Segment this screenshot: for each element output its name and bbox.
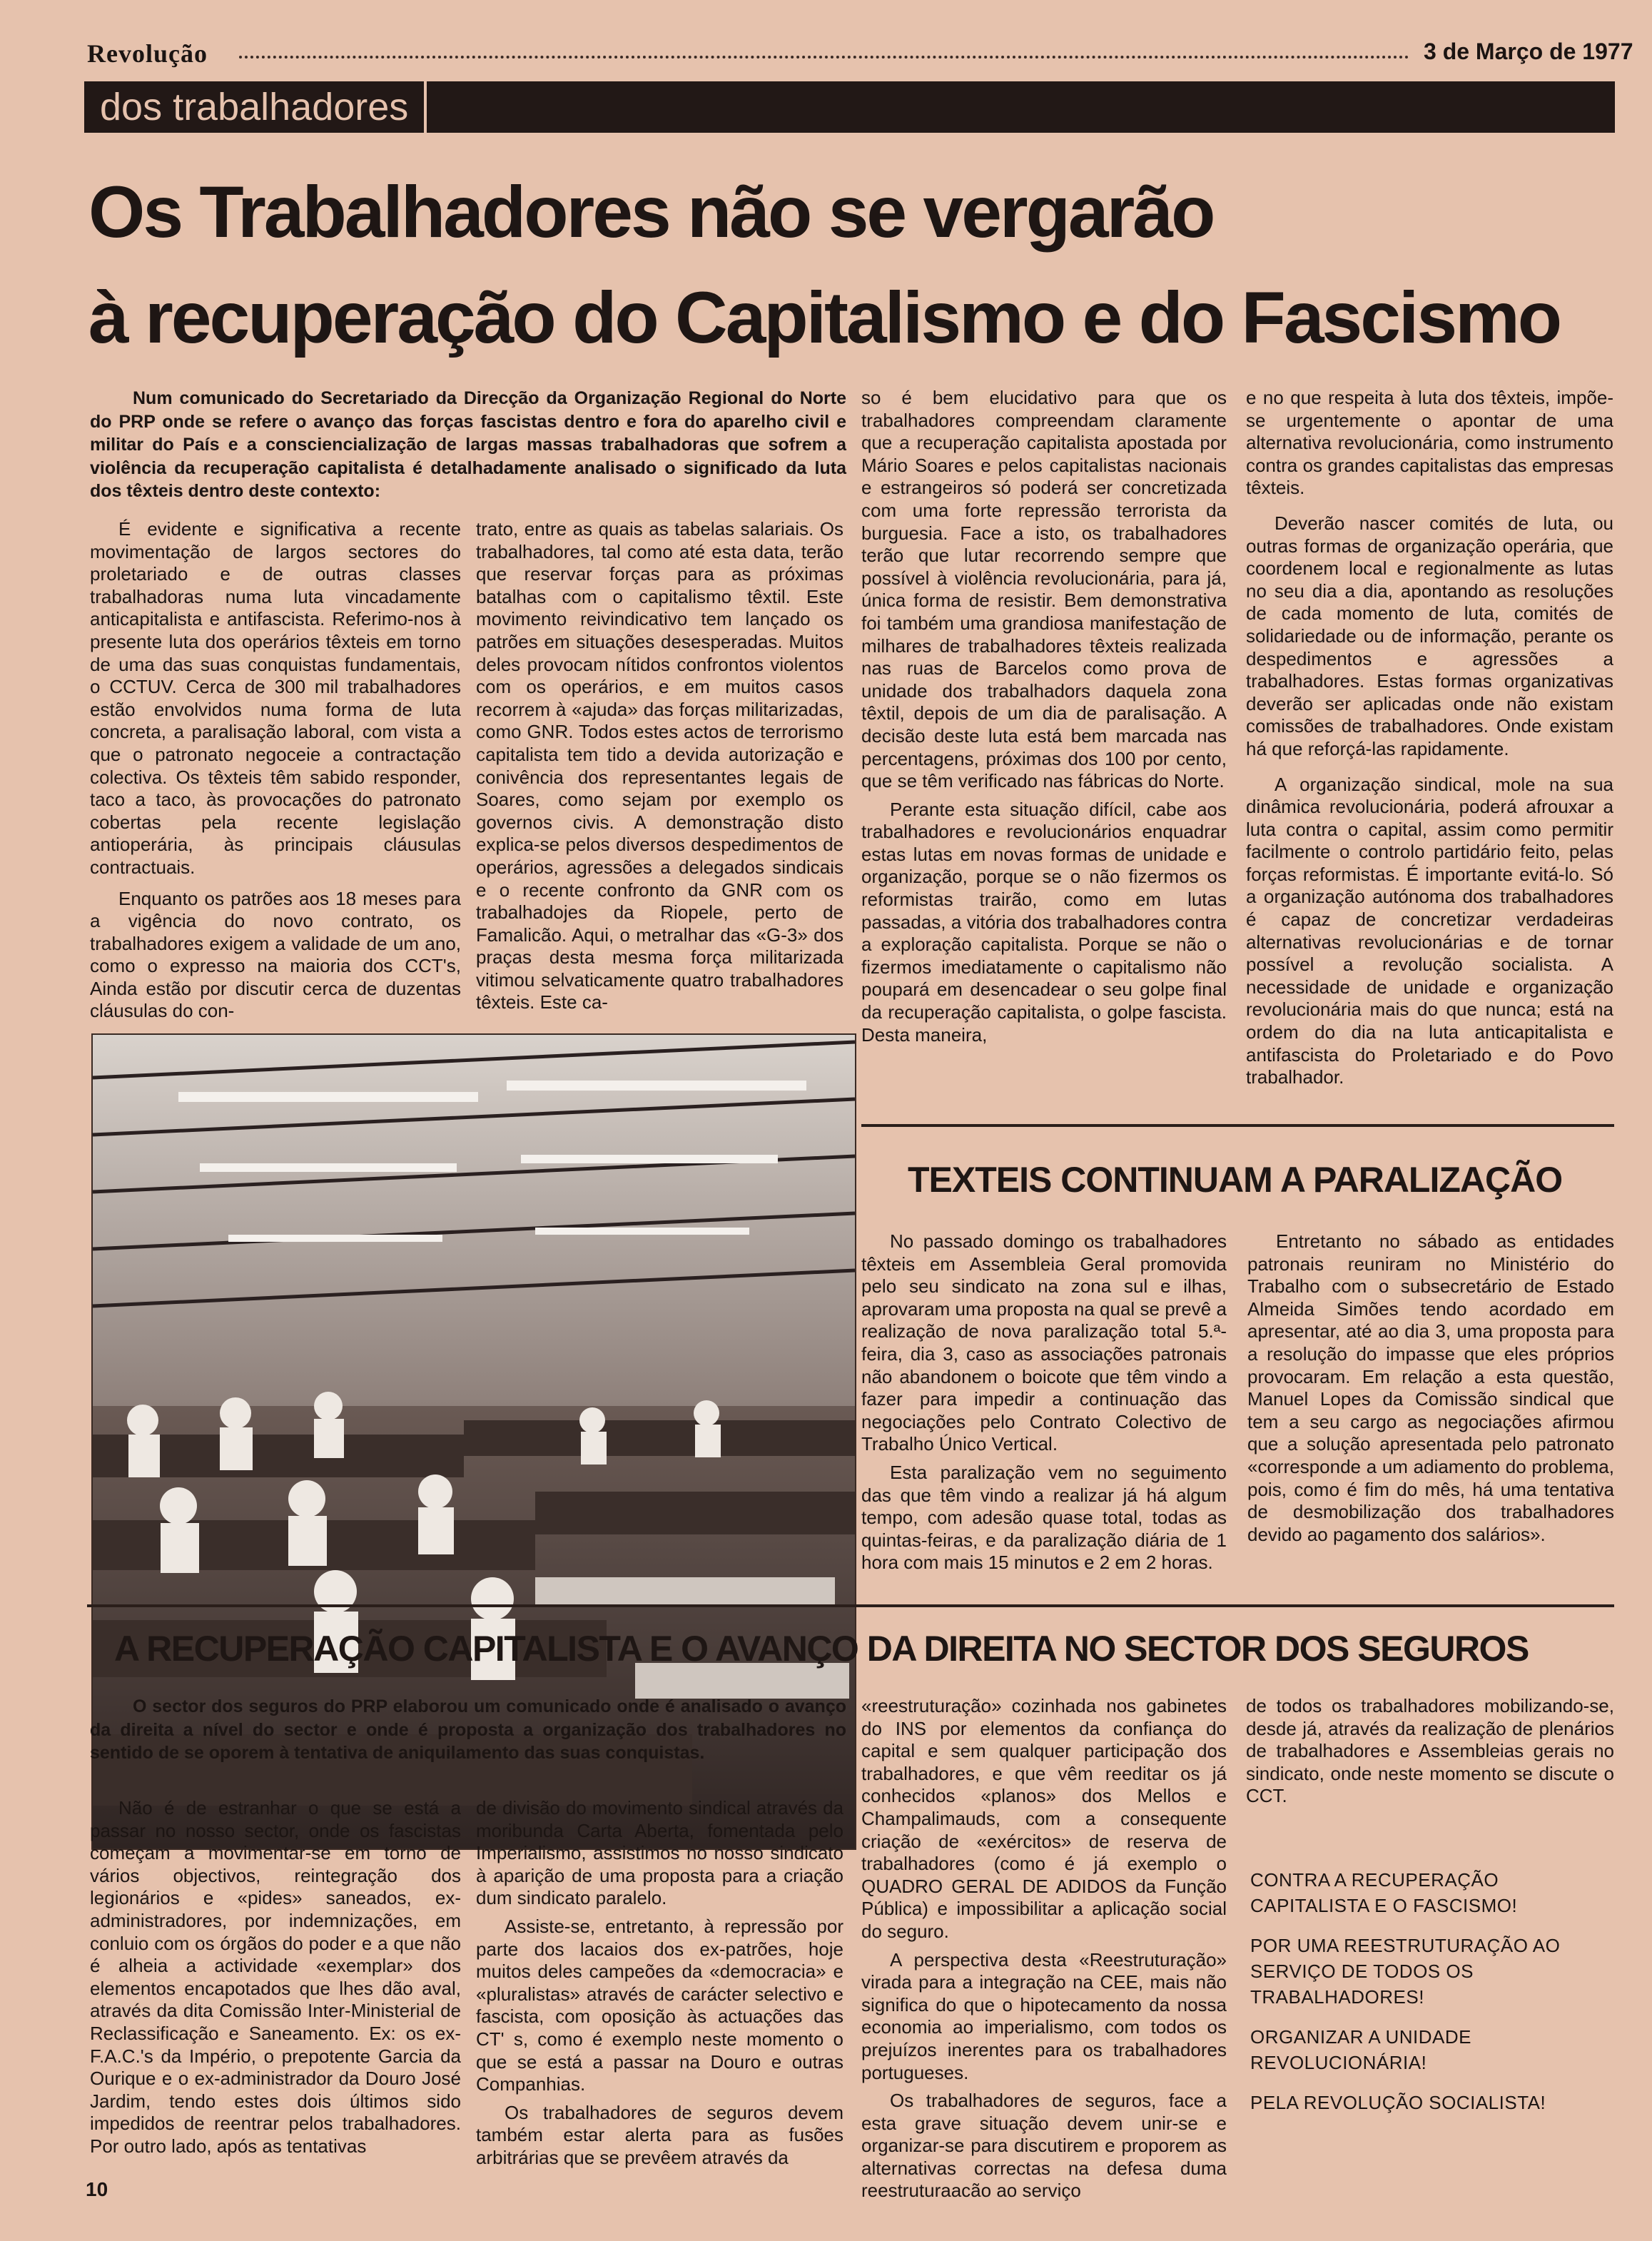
- section-title: dos trabalhadores: [84, 81, 427, 133]
- article1-col1-paragraph: É evidente e significativa a recente movimentação de largos sectores do proletariado e de outras classes trabalhadoras numa luta vincadamente anticapitalista e antifascista. Referimo-nos à presente luta dos operários têxteis em torno de uma das suas conquistas fundamentais, o CCTUV. Cerca de 300 mil trabalhadores estão envolvidos numa forma de luta concreta, a paralisação laboral, com vista a que o patronato negoceie a contractação colectiva. Os têxteis têm sabido responder, taco a taco, às provocações do patronato cobertas pela recente legislação antioperária, às principais cláusulas contractuais.: [90, 518, 461, 878]
- issue-date: 3 de Março de 1977: [1424, 39, 1633, 64]
- article2-col1-paragraph: Esta paralização vem no seguimento das que têm vindo a realizar já há algum tempo, com adesão quase total, todas as quintas-feiras, e da paralização diária de 1 hora com mais 15 minutos e 2 em 2 horas.: [861, 1461, 1227, 1574]
- article1-column-1: [90, 518, 461, 1028]
- article3-column-2: [476, 1797, 843, 2175]
- article3-col2-paragraph: de divisão do movimento sindical através da moribunda Carta Aberta, fomentada pelo Imperialismo, assistimos no nosso sindicato à aparição de uma proposta para a criação dum sindicato paralelo.: [476, 1797, 843, 1909]
- article2-column-1: [861, 1230, 1227, 1580]
- page-number: 10: [86, 2178, 108, 2200]
- article3-col4-paragraph: de todos os trabalhadores mobilizando-se, desde já, através da realização de plenários de trabalhadores e Assembleias gerais no sindicato, onde neste momento se discute o CCT.: [1246, 1695, 1614, 1807]
- slogan: ORGANIZAR A UNIDADE REVOLUCIONÁRIA!: [1250, 2026, 1471, 2073]
- article3-col1-paragraph: Não é de estranhar o que se está a passar no nosso sector, onde os fascistas começam a movimentar-se em torno de vários objectivos, reintegração dos legionários e «pides» saneados, ex-administradores, por indemnizações, em conluio com os órgãos do poder e a que não é alheia a actividade «exemplar» dos elementos encapotados que lhes dão aval, através da dita Comissão Inter-Ministerial de Reclassificação e Saneamento. Ex: os ex-F.A.C.'s da Império, o prepotente Garcia da Ourique e o ex-administrador da Douro José Jardim, tendo estes dois últimos sido impedidos de reentrar pelos trabalhadores. Por outro lado, após as tentativas: [90, 1797, 461, 2157]
- article1-col4-paragraph: e no que respeita à luta dos têxteis, impõe-se urgentemente o apontar de uma alternativa revolucionária, como instrumento contra os grandes capitalistas das empresas têxteis.: [1246, 387, 1613, 499]
- article3-col2-paragraph: Os trabalhadores de seguros devem também estar alerta para as fusões arbitrárias que se prevêem através da: [476, 2101, 843, 2168]
- slogan: PELA REVOLUÇÃO SOCIALISTA!: [1250, 2092, 1546, 2113]
- article3-column-4: [1246, 1695, 1614, 1813]
- article3-column-3: [861, 1695, 1227, 2208]
- article1-col3-paragraph: so é bem elucidativo para que os trabalhadores compreendam claramente que a recuperação capitalista apostada por Mário Soares e pelos capitalistas nacionais e estrangeiros só poderá ser concretizada com uma forte repressão terrorista da burguesia. Face a isto, os trabalhadores terão que lutar recorrendo sempre que possível à violência revolucionária, para já, única forma de resistir. Bem demonstrativa foi também uma grandiosa manifestação de milhares de trabalhadores têxteis realizada nas ruas de Barcelos como prova de unidade dos trabalhadors daquela zona têxtil, depois de um dia de paralisação. A decisão deste luta está bem marcada nas percentagens, próximas dos 100 por cento, que se têm verificado nas fábricas do Norte.: [861, 387, 1227, 792]
- article3-col3-paragraph: «reestruturação» cozinhada nos gabinetes do INS por elementos da confiança do capital e sem qualquer participação dos trabalhadores, e que vêm reeditar os já conhecidos «planos» dos Mellos e Champalimauds, com a consequente criação de «exércitos» de reserva de trabalhadores (como é já exemplo o QUADRO GERAL DE ADIDOS da Função Pública) e impossibilitar a aplicação social do seguro.: [861, 1695, 1227, 1942]
- article3-column-1: [90, 1797, 461, 2164]
- article1-column-4: [1246, 387, 1613, 1095]
- article1-col2-paragraph: trato, entre as quais as tabelas salariais. Os trabalhadores, tal como até esta data, terão que reservar forças para as próximas batalhas com o capitalismo têxtil. Este movimento reivindicativo tem lançado os patrões em situações desesperadas. Muitos deles provocam nítidos confrontos violentos com os operários, e em muitos casos recorrem à «ajuda» das forças militarizadas, como GNR. Todos estes actos de terrorismo capitalista tem tido a devida autorização e conivência dos representantes legais de Soares, como sejam por exemplo os governos civis. A demonstração disto explica-se pelos diversos despedimentos de operários, agressões a delegados sindicais e o recente confronto da GNR com os trabalhadojes da Riopele, perto de Famalicão. Aqui, o metralhar das «G-3» dos praças desta mesma força militarizada vitimou selvaticamente quatro trabalhadores têxteis. Este ca-: [476, 518, 843, 1013]
- article3-col3-paragraph: A perspectiva desta «Reestruturação» virada para a integração na CEE, mais não significa do que o hipotecamento da nossa economia ao imperialismo, com todos os prejuízos inerentes para os trabalhadores portugueses.: [861, 1948, 1227, 2083]
- article1-lead: Num comunicado do Secretariado da Direcção da Organização Regional do Norte do PRP onde se refere o avanço das forças fascistas dentro e fora do aparelho civil e militar do País e a consciencialização de largas massas trabalhadoras que sofrem a violência da recuperação capitalista é detalhadamente analisado o significado da luta dos têxteis dentro deste contexto:: [90, 388, 846, 501]
- newspaper-name: Revolução: [87, 39, 208, 68]
- article2-column-2: [1247, 1230, 1614, 1552]
- article3-lead: O sector dos seguros do PRP elaborou um comunicado onde é analisado o avanço da direita a nível do sector e onde é proposta a organização dos trabalhadores no sentido de se oporem à tentativa de aniquilamento das suas conquistas.: [90, 1696, 846, 1763]
- slogan: CONTRA A RECUPERAÇÃO CAPITALISTA E O FASCISMO!: [1250, 1869, 1518, 1916]
- article3-top-rule: [87, 1604, 1614, 1607]
- article3-slogans: [1250, 1867, 1611, 2130]
- article1-title-line2: à recuperação do Capitalismo e do Fascismo: [88, 277, 1561, 358]
- article3-title: A RECUPERAÇÃO CAPITALISTA E O AVANÇO DA DIREITA NO SECTOR DOS SEGUROS: [114, 1629, 1529, 1669]
- article1-col1-paragraph: Enquanto os patrões aos 18 meses para a vigência do novo contrato, os trabalhadores exigem a validade de um ano, como o expresso na maioria dos CCT's, Ainda estão por discutir cerca de duzentas cláusulas do con-: [90, 887, 461, 1022]
- article3-col3-paragraph: Os trabalhadores de seguros, face a esta grave situação devem unir-se e organizar-se para discutirem e proporem as alternativas correctas na defesa duma reestruturaacão ao serviço: [861, 2090, 1227, 2202]
- masthead-dotted-line: [239, 56, 1409, 59]
- article2-top-rule: [861, 1124, 1614, 1127]
- article2-title: TEXTEIS CONTINUAM A PARALIZAÇÃO: [908, 1160, 1563, 1200]
- article1-column-3: [861, 387, 1227, 1052]
- article1-col4-paragraph: A organização sindical, mole na sua dinâmica revolucionária, poderá afrouxar a luta contra o capital, assim como permitir facilmente o controlo partidário feito, pelas forças reformistas. É importante evitá-lo. Só a organização autónoma dos trabalhadores é capaz de concretizar verdadeiras alternativas revolucionárias e de tornar possível a revolução socialista. A necessidade de unidade e organização revolucionária mais do que nunca; está na ordem do dia na luta anticapitalista e antifascista do Proletariado e do Povo trabalhador.: [1246, 773, 1613, 1088]
- article1-column-2: [476, 518, 843, 1020]
- article2-col1-paragraph: No passado domingo os trabalhadores têxteis em Assembleia Geral promovida pelo seu sindicato na zona sul e ilhas, aprovaram uma proposta na qual se prevê a realização de nova paralização total 5.ª-feira, dia 3, caso as associações patronais não abandonem o boicote que têm vindo a fazer para impedir a continuação das negociações pelo Contrato Colectivo de Trabalho Único Vertical.: [861, 1230, 1227, 1455]
- article2-col2-paragraph: Entretanto no sábado as entidades patronais reuniram no Ministério do Trabalho com o subsecretário de Estado Almeida Simões tendo acordado em apresentar, até ao dia 3, uma proposta para a resolução do impasse que eles próprios provocaram. Em relação a esta questão, Manuel Lopes da Comissão sindical que tem a seu cargo as negociações afirmou que a solução apresentada pelo patronato «corresponde a um adiamento do problema, pois, como é fim do mês, há uma tentativa de desmobilização dos trabalhadores devido ao pagamento dos salários».: [1247, 1230, 1614, 1545]
- slogan: POR UMA REESTRUTURAÇÃO AO SERVIÇO DE TODOS OS TRABALHADORES!: [1250, 1935, 1561, 2008]
- article1-title-line1: Os Trabalhadores não se vergarão: [88, 171, 1214, 253]
- article3-col2-paragraph: Assiste-se, entretanto, à repressão por parte dos lacaios dos ex-patrões, hoje muitos deles campeões da «democracia» e «pluralistas» através de carácter selectivo e fascista, com oposição às actuações das CT' s, como é exemplo neste momento o que se está a passar na Douro e outras Companhias.: [476, 1915, 843, 2095]
- article1-col3-paragraph: Perante esta situação difícil, cabe aos trabalhadores e revolucionários enquadrar estas lutas em novas formas de unidade e organização, porque se o não fizermos os reformistas trairão, como em lutas passadas, a vitória dos trabalhadores contra a exploração capitalista. Porque se não o fizermos imediatamente o capitalismo não poupará em desencadear o seu golpe final da recuperação capitalista, o golpe fascista. Desta maneira,: [861, 798, 1227, 1046]
- article1-col4-paragraph: Deverão nascer comités de luta, ou outras formas de organização operária, que coordenem local e regionalmente as lutas no seu dia a dia, apontando as resoluções de cada momento de luta, comités de solidariedade ou de informação, perante os despedimentos e agressões a trabalhadores. Estas formas organizativas deverão ser aplicadas onde não existam comissões de trabalhadores. Onde existam há que reforçá-las rapidamente.: [1246, 512, 1613, 759]
